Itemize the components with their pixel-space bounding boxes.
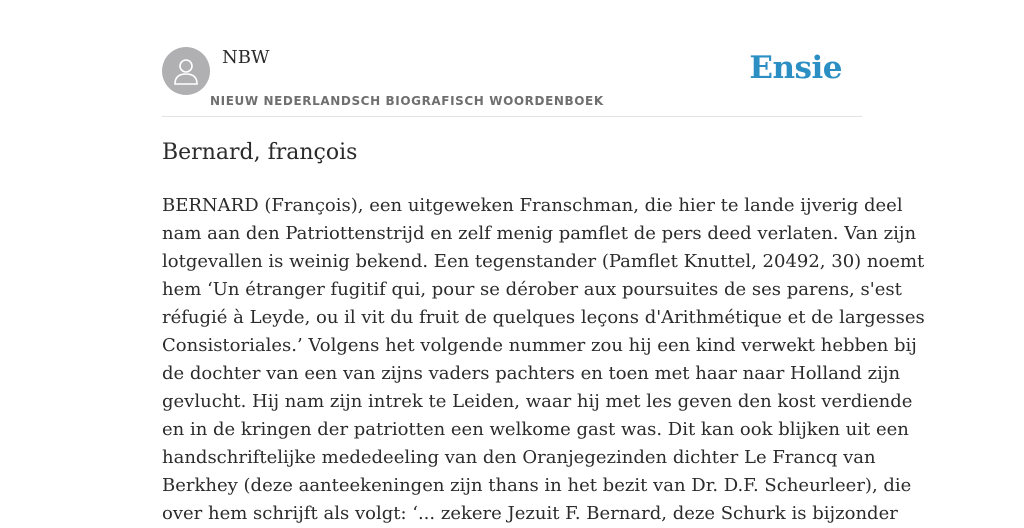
article-title: Bernard, françois — [162, 140, 358, 165]
body-line: gevlucht. Hij nam zijn intrek te Leiden, waar hij met les geven den kost verdiende — [162, 391, 913, 412]
source-avatar[interactable] — [162, 47, 210, 95]
body-line: Berkhey (deze aanteekeningen zijn thans in het bezit van Dr. D.F. Scheurleer), die — [162, 475, 912, 496]
source-name[interactable]: NBW — [222, 47, 270, 68]
body-line: Consistoriales.’ Volgens het volgende nummer zou hij een kind verwekt hebben bij — [162, 335, 917, 356]
ensie-logo[interactable]: Ensie — [749, 50, 842, 86]
article-body — [162, 192, 925, 528]
body-line: nam aan den Patriottenstrijd en zelf menig pamflet de pers deed verlaten. Van zijn — [162, 223, 917, 244]
body-line: de dochter van een van zijns vaders pachters en toen met haar naar Holland zijn — [162, 363, 901, 384]
article-card — [162, 0, 925, 524]
body-line: lotgevallen is weinig bekend. Een tegenstander (Pamflet Knuttel, 20492, 30) noemt — [162, 251, 925, 272]
source-header — [162, 0, 862, 117]
user-silhouette-icon — [172, 56, 200, 86]
source-subtitle: NIEUW NEDERLANDSCH BIOGRAFISCH WOORDENBOEK — [210, 94, 604, 108]
body-line: over hem schrijft als volgt: ‘... zekere Jezuit F. Bernard, deze Schurk is bijzonder — [162, 503, 898, 524]
body-line: hem ‘Un étranger fugitif qui, pour se dérober aux poursuites de ses parens, s'est — [162, 279, 902, 300]
body-line: en in de kringen der patriotten een welkome gast was. Dit kan ook blijken uit een — [162, 419, 909, 440]
body-line: BERNARD (François), een uitgeweken Franschman, die hier te lande ijverig deel — [162, 195, 903, 216]
body-line: handschriftelijke mededeeling van den Oranjegezinden dichter Le Francq van — [162, 447, 876, 468]
body-line: réfugié à Leyde, ou il vit du fruit de quelques leçons d'Arithmétique et de largesses — [162, 307, 925, 328]
